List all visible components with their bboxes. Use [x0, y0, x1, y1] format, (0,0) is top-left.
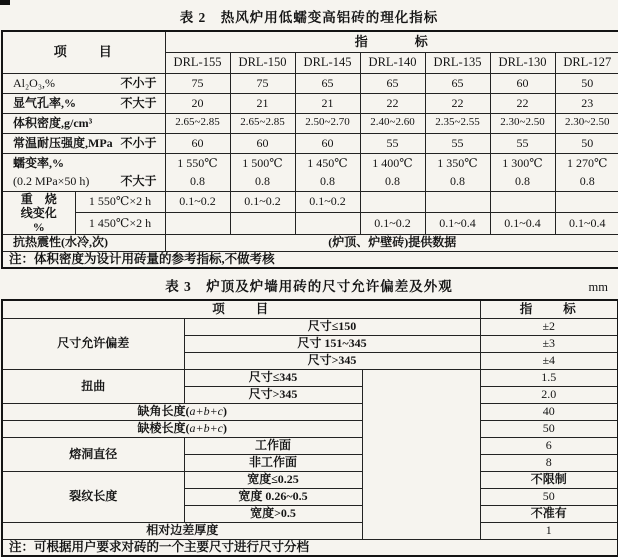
category-twist: 扭曲	[2, 369, 184, 403]
indicator-cell: 6	[480, 437, 618, 454]
value-cell: 50	[555, 133, 618, 153]
indicator-cell: 40	[480, 403, 618, 420]
grade-header-cell: DRL-155	[165, 52, 230, 73]
condition-cell: 宽度 0.26~0.5	[184, 488, 362, 505]
creep-value: 0.8	[320, 174, 336, 188]
value-cell: 22	[425, 93, 490, 113]
creep-value-cell	[165, 153, 230, 191]
value-cell: 55	[490, 133, 555, 153]
value-cell: 0.1~0.4	[490, 213, 555, 235]
indicator-cell: 不限制	[480, 471, 618, 488]
reheat-condition-cell: 1 550℃×2 h	[75, 191, 165, 213]
creep-temp: 1 270℃	[567, 156, 608, 170]
value-cell: 23	[555, 93, 618, 113]
value-cell: 0.1~0.4	[425, 213, 490, 235]
grade-header-cell: DRL-145	[295, 52, 360, 73]
property-label: 显气孔率,%	[13, 95, 77, 110]
qualifier-label: 不大于	[120, 95, 157, 110]
value-cell: 2.30~2.50	[555, 113, 618, 133]
table3-title	[0, 269, 618, 299]
creep-value-cell	[360, 153, 425, 191]
category-size-deviation: 尺寸允许偏差	[2, 318, 184, 369]
label-text: )	[223, 404, 228, 419]
value-cell: 65	[360, 73, 425, 93]
value-cell: 75	[165, 73, 230, 93]
table3-dimension-tolerance-appearance	[1, 299, 618, 557]
row-label-porosity	[2, 93, 165, 113]
value-cell: 55	[360, 133, 425, 153]
row-label-al2o3	[2, 73, 165, 93]
table2-indicator-header: 指 标	[165, 31, 618, 52]
value-cell: 0.1~0.2	[360, 213, 425, 235]
creep-value-cell	[425, 153, 490, 191]
value-cell: 2.50~2.70	[295, 113, 360, 133]
value-cell: 22	[490, 93, 555, 113]
grade-header-cell: DRL-130	[490, 52, 555, 73]
value-cell: 55	[425, 133, 490, 153]
condition-cell: 宽度>0.5	[184, 505, 362, 522]
value-cell: 2.30~2.50	[490, 113, 555, 133]
indicator-cell: 2.0	[480, 386, 618, 403]
property-label: 体积密度,g/cm³	[13, 115, 93, 130]
creep-value: 0.8	[579, 174, 595, 188]
qualifier-label: 不小于	[120, 135, 157, 150]
value-cell: 65	[425, 73, 490, 93]
table2-note: 注：体积密度为设计用砖量的参考指标,不做考核	[2, 251, 618, 268]
value-cell	[295, 213, 360, 235]
creep-temp: 1 400℃	[372, 156, 413, 170]
math-expression: a+b+c	[189, 404, 224, 419]
row-label-bulk-density	[2, 113, 165, 133]
creep-value-cell	[230, 153, 295, 191]
value-cell: 75	[230, 73, 295, 93]
creep-value: 0.8	[255, 174, 271, 188]
reheat-label-line: %	[32, 219, 45, 234]
value-cell: 0.1~0.4	[555, 213, 618, 235]
qualifier-label: 不大于	[120, 174, 157, 188]
value-cell: 60	[295, 133, 360, 153]
creep-temp: 1 500℃	[242, 156, 283, 170]
creep-value-cell	[490, 153, 555, 191]
creep-value: 0.8	[450, 174, 466, 188]
value-cell: 0.1~0.2	[230, 191, 295, 213]
table2-physical-chemical-indicators	[1, 30, 618, 269]
condition-cell: 宽度≤0.25	[184, 471, 362, 488]
condition-cell: 尺寸≤345	[184, 369, 362, 386]
value-cell: 2.65~2.85	[230, 113, 295, 133]
indicator-cell: ±4	[480, 352, 618, 369]
condition-cell: 尺寸≤150	[184, 318, 480, 335]
indicator-cell: ±2	[480, 318, 618, 335]
category-melt-hole: 熔洞直径	[2, 437, 184, 471]
property-label: Al₂O₃,%	[13, 75, 56, 90]
value-cell: 20	[165, 93, 230, 113]
creep-temp: 1 550℃	[177, 156, 218, 170]
condition-cell: 尺寸>345	[184, 386, 362, 403]
label-text: 缺棱长度(	[137, 421, 190, 436]
creep-value: 0.8	[385, 174, 401, 188]
value-cell: 0.1~0.2	[295, 191, 360, 213]
creep-temp: 1 450℃	[307, 156, 348, 170]
creep-value: 0.8	[190, 174, 206, 188]
value-cell: 60	[490, 73, 555, 93]
qualifier-label: 不小于	[120, 75, 157, 90]
value-cell: 2.65~2.85	[165, 113, 230, 133]
grade-header-cell: DRL-150	[230, 52, 295, 73]
table3-note: 注：可根据用户要求对砖的一个主要尺寸进行尺寸分档	[2, 539, 618, 556]
creep-temp: 1 350℃	[437, 156, 478, 170]
reheat-condition-cell: 1 450℃×2 h	[75, 213, 165, 235]
condition-cell: 尺寸>345	[184, 352, 480, 369]
thermal-shock-value-cell: (炉顶、炉壁砖)提供数据	[165, 234, 618, 251]
row-label-edge-length	[2, 420, 362, 437]
value-cell	[230, 213, 295, 235]
row-label-relative-edge-thickness: 相对边差厚度	[2, 522, 362, 539]
reheat-label-line: 重 烧	[20, 191, 57, 206]
creep-condition-label: (0.2 MPa×50 h)	[13, 174, 90, 188]
label-text: 缺角长度(	[137, 404, 190, 419]
row-label-creep-rate	[2, 153, 165, 191]
reheat-label-line: 线变化	[20, 205, 57, 220]
table3-item-header: 项 目	[2, 300, 480, 318]
value-cell: 60	[230, 133, 295, 153]
indicator-cell: 1.5	[480, 369, 618, 386]
value-cell	[425, 191, 490, 213]
value-cell: 65	[295, 73, 360, 93]
value-cell: 21	[295, 93, 360, 113]
indicator-cell: 1	[480, 522, 618, 539]
value-cell	[360, 191, 425, 213]
indicator-cell: 8	[480, 454, 618, 471]
condition-cell: 工作面	[184, 437, 362, 454]
value-cell: 22	[360, 93, 425, 113]
creep-value-cell	[295, 153, 360, 191]
value-cell: 21	[230, 93, 295, 113]
indicator-cell: 不准有	[480, 505, 618, 522]
table2-item-header: 项 目	[2, 31, 165, 73]
category-crack-length: 裂纹长度	[2, 471, 184, 522]
row-label-thermal-shock: 抗热震性(水冷,次)	[2, 234, 165, 251]
row-label-corner-length	[2, 403, 362, 420]
property-label: 蠕变率,%	[13, 156, 65, 170]
value-cell	[490, 191, 555, 213]
value-cell: 2.35~2.55	[425, 113, 490, 133]
value-cell: 0.1~0.2	[165, 191, 230, 213]
label-text: )	[223, 421, 228, 436]
value-cell	[165, 213, 230, 235]
table3-title-text: 表 3 炉顶及炉墙用砖的尺寸允许偏差及外观	[165, 279, 453, 295]
value-cell	[555, 191, 618, 213]
creep-temp: 1 300℃	[502, 156, 543, 170]
indicator-cell: 50	[480, 488, 618, 505]
creep-value: 0.8	[515, 174, 531, 188]
condition-cell: 尺寸 151~345	[184, 335, 480, 352]
row-label-reheat-change	[2, 191, 75, 234]
indicator-cell: ±3	[480, 335, 618, 352]
table2-title: 表 2 热风炉用低蠕变高铝砖的理化指标	[179, 10, 439, 25]
value-cell: 60	[165, 133, 230, 153]
property-label: 常温耐压强度,MPa	[13, 135, 113, 150]
empty-spacer-cell	[362, 369, 480, 539]
table3-unit-label: mm	[588, 280, 608, 295]
creep-value-cell	[555, 153, 618, 191]
value-cell: 2.40~2.60	[360, 113, 425, 133]
math-expression: a+b+c	[189, 421, 224, 436]
grade-header-cell: DRL-135	[425, 52, 490, 73]
condition-cell: 非工作面	[184, 454, 362, 471]
table3-indicator-header: 指 标	[480, 300, 618, 318]
grade-header-cell: DRL-140	[360, 52, 425, 73]
indicator-cell: 50	[480, 420, 618, 437]
grade-header-cell: DRL-127	[555, 52, 618, 73]
row-label-compressive-strength	[2, 133, 165, 153]
value-cell: 50	[555, 73, 618, 93]
